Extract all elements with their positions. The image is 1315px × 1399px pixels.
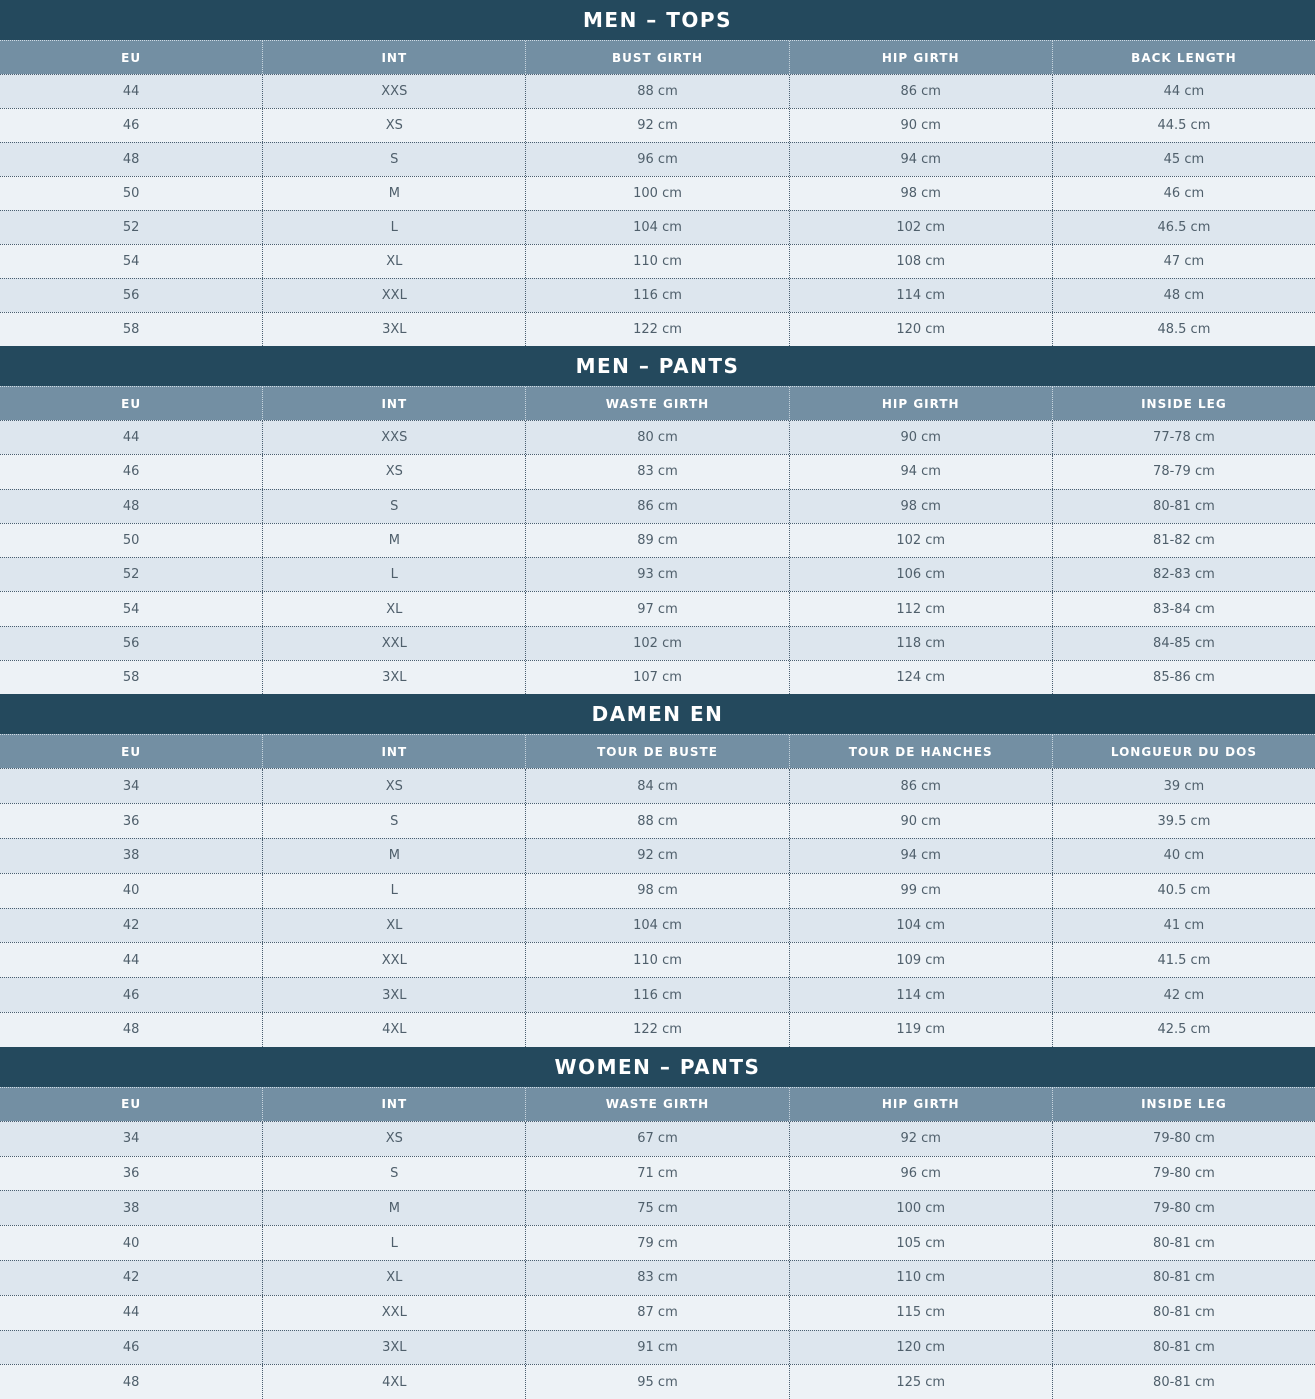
table-row: [0, 1190, 1315, 1225]
table-cell: 46: [0, 978, 263, 1012]
table-row: [0, 489, 1315, 523]
table-cell: S: [263, 804, 526, 838]
table-cell: 39.5 cm: [1157, 813, 1211, 829]
table-cell: XXL: [263, 627, 526, 660]
table-cell: 92 cm: [526, 109, 789, 142]
table-cell: 83 cm: [526, 1261, 789, 1295]
table-cell: 90 cm: [790, 109, 1053, 142]
column-header-eu: EU: [0, 387, 263, 420]
table-cell: 84 cm: [526, 769, 789, 803]
table-cell: 106 cm: [790, 558, 1053, 591]
table-cell: 78-79 cm: [1153, 464, 1215, 480]
table-cell: S: [263, 1157, 526, 1191]
table-cell: 38: [0, 839, 263, 873]
table-cell: 86 cm: [526, 490, 789, 523]
table-cell: 58: [0, 313, 263, 346]
table-cell: 88 cm: [526, 804, 789, 838]
table-cell: 118 cm: [790, 627, 1053, 660]
size-table-men-tops: [0, 0, 1315, 346]
column-header-3: TOUR DE BUSTE: [526, 735, 789, 768]
table-row: [0, 1225, 1315, 1260]
table-row: [0, 142, 1315, 176]
column-header-int: INT: [263, 1088, 526, 1121]
table-cell: 98 cm: [790, 177, 1053, 210]
table-cell: 44: [0, 421, 263, 454]
table-cell: 42: [0, 1261, 263, 1295]
table-cell: 89 cm: [526, 524, 789, 557]
table-row: [0, 557, 1315, 591]
table-cell: 44: [0, 1296, 263, 1330]
table-cell: 122 cm: [526, 313, 789, 346]
table-cell: 45 cm: [1163, 152, 1205, 167]
column-header-4: TOUR DE HANCHES: [790, 735, 1053, 768]
column-header-4: HIP GIRTH: [790, 1088, 1053, 1121]
table-cell: 34: [0, 1122, 263, 1156]
column-header-5: INSIDE LEG: [1141, 1097, 1227, 1112]
table-cell: 48: [0, 143, 263, 176]
table-cell: 42: [0, 909, 263, 943]
table-cell: M: [263, 177, 526, 210]
table-header: [0, 386, 1315, 420]
table-cell: 46 cm: [1163, 186, 1205, 201]
table-cell: 108 cm: [790, 245, 1053, 278]
table-cell: 116 cm: [526, 279, 789, 312]
table-cell: 44: [0, 75, 263, 108]
table-cell: 102 cm: [790, 211, 1053, 244]
table-cell: 48 cm: [1163, 288, 1205, 303]
table-cell: 79-80 cm: [1153, 1165, 1215, 1181]
section-title: WOMEN – PANTS: [0, 1047, 1315, 1087]
table-cell: 86 cm: [790, 769, 1053, 803]
table-cell: 80-81 cm: [1153, 1305, 1215, 1321]
table-cell: 50: [0, 177, 263, 210]
table-row: [0, 803, 1315, 838]
table-cell: 107 cm: [526, 661, 789, 694]
table-row: [0, 108, 1315, 142]
table-cell: 56: [0, 279, 263, 312]
column-header-5: INSIDE LEG: [1141, 396, 1227, 411]
table-cell: 80-81 cm: [1153, 1235, 1215, 1251]
table-cell: XXL: [263, 279, 526, 312]
table-cell: 110 cm: [526, 245, 789, 278]
table-cell: 96 cm: [790, 1157, 1053, 1191]
table-cell: 83-84 cm: [1153, 601, 1215, 617]
table-cell: 40: [0, 874, 263, 908]
table-cell: 115 cm: [790, 1296, 1053, 1330]
table-cell: XS: [263, 769, 526, 803]
table-cell: 71 cm: [526, 1157, 789, 1191]
table-row: [0, 1121, 1315, 1156]
table-cell: 48.5 cm: [1157, 322, 1211, 337]
table-cell: L: [263, 874, 526, 908]
table-cell: 46: [0, 109, 263, 142]
table-cell: 79-80 cm: [1153, 1131, 1215, 1147]
table-cell: 52: [0, 211, 263, 244]
table-row: [0, 660, 1315, 694]
table-cell: XL: [263, 245, 526, 278]
table-cell: 104 cm: [526, 211, 789, 244]
table-cell: 114 cm: [790, 978, 1053, 1012]
table-row: [0, 626, 1315, 660]
table-cell: 125 cm: [790, 1365, 1053, 1399]
table-cell: 4XL: [263, 1365, 526, 1399]
table-row: [0, 244, 1315, 278]
table-cell: 98 cm: [526, 874, 789, 908]
table-cell: 3XL: [263, 661, 526, 694]
table-cell: L: [263, 211, 526, 244]
table-row: [0, 1260, 1315, 1295]
column-header-int: INT: [263, 387, 526, 420]
table-row: [0, 1330, 1315, 1365]
table-cell: 80-81 cm: [1153, 498, 1215, 514]
table-cell: XL: [263, 1261, 526, 1295]
table-cell: 44: [0, 943, 263, 977]
table-cell: 79 cm: [526, 1226, 789, 1260]
table-cell: 47 cm: [1163, 254, 1205, 269]
table-cell: 42.5 cm: [1157, 1022, 1211, 1038]
table-cell: 120 cm: [790, 1331, 1053, 1365]
table-cell: 40 cm: [1163, 848, 1205, 864]
table-cell: 91 cm: [526, 1331, 789, 1365]
section-title: MEN – TOPS: [0, 0, 1315, 40]
table-cell: 110 cm: [790, 1261, 1053, 1295]
table-cell: 119 cm: [790, 1013, 1053, 1047]
table-cell: 94 cm: [790, 143, 1053, 176]
table-row: [0, 1012, 1315, 1047]
table-cell: 3XL: [263, 313, 526, 346]
table-row: [0, 420, 1315, 454]
table-cell: 46.5 cm: [1157, 220, 1211, 235]
table-cell: 88 cm: [526, 75, 789, 108]
table-cell: 40.5 cm: [1157, 883, 1211, 899]
table-cell: 56: [0, 627, 263, 660]
table-cell: 38: [0, 1191, 263, 1225]
table-cell: M: [263, 524, 526, 557]
table-cell: 48: [0, 1013, 263, 1047]
table-cell: 54: [0, 245, 263, 278]
table-cell: 102 cm: [790, 524, 1053, 557]
table-cell: 4XL: [263, 1013, 526, 1047]
table-cell: 80-81 cm: [1153, 1374, 1215, 1390]
table-cell: 39 cm: [1163, 778, 1205, 794]
table-cell: 34: [0, 769, 263, 803]
table-cell: 100 cm: [790, 1191, 1053, 1225]
table-cell: 114 cm: [790, 279, 1053, 312]
table-cell: 83 cm: [526, 455, 789, 488]
size-table-damen-en: [0, 694, 1315, 1046]
size-table-women-pants: [0, 1047, 1315, 1399]
table-cell: 36: [0, 1157, 263, 1191]
column-header-4: HIP GIRTH: [790, 387, 1053, 420]
table-row: [0, 768, 1315, 803]
table-header: [0, 40, 1315, 74]
table-cell: XS: [263, 109, 526, 142]
table-row: [0, 838, 1315, 873]
table-cell: 97 cm: [526, 592, 789, 625]
table-cell: 90 cm: [790, 804, 1053, 838]
section-title: DAMEN EN: [0, 694, 1315, 734]
table-cell: XL: [263, 909, 526, 943]
column-header-5: BACK LENGTH: [1131, 50, 1237, 65]
table-cell: 94 cm: [790, 455, 1053, 488]
table-cell: 36: [0, 804, 263, 838]
table-cell: 80 cm: [526, 421, 789, 454]
table-row: [0, 908, 1315, 943]
table-cell: 40: [0, 1226, 263, 1260]
table-cell: 86 cm: [790, 75, 1053, 108]
table-cell: 48: [0, 490, 263, 523]
table-cell: 112 cm: [790, 592, 1053, 625]
table-cell: 3XL: [263, 978, 526, 1012]
table-cell: S: [263, 490, 526, 523]
table-cell: 77-78 cm: [1153, 430, 1215, 446]
table-cell: 50: [0, 524, 263, 557]
table-row: [0, 591, 1315, 625]
table-row: [0, 1156, 1315, 1191]
table-cell: 120 cm: [790, 313, 1053, 346]
size-table-men-pants: [0, 346, 1315, 694]
column-header-eu: EU: [0, 735, 263, 768]
column-header-eu: EU: [0, 1088, 263, 1121]
table-header: [0, 734, 1315, 768]
table-cell: 3XL: [263, 1331, 526, 1365]
table-cell: 42 cm: [1163, 987, 1205, 1003]
section-title: MEN – PANTS: [0, 346, 1315, 386]
table-cell: L: [263, 558, 526, 591]
table-cell: 92 cm: [790, 1122, 1053, 1156]
table-row: [0, 523, 1315, 557]
table-cell: 41 cm: [1163, 917, 1205, 933]
table-cell: 109 cm: [790, 943, 1053, 977]
table-cell: 92 cm: [526, 839, 789, 873]
table-row: [0, 942, 1315, 977]
table-cell: 46: [0, 1331, 263, 1365]
table-cell: 96 cm: [526, 143, 789, 176]
table-cell: 79-80 cm: [1153, 1200, 1215, 1216]
table-row: [0, 278, 1315, 312]
table-cell: 81-82 cm: [1153, 533, 1215, 549]
table-cell: XS: [263, 455, 526, 488]
table-row: [0, 1364, 1315, 1399]
table-cell: 95 cm: [526, 1365, 789, 1399]
table-cell: 87 cm: [526, 1296, 789, 1330]
table-cell: 44.5 cm: [1157, 118, 1211, 133]
table-row: [0, 1295, 1315, 1330]
table-row: [0, 210, 1315, 244]
table-cell: M: [263, 839, 526, 873]
table-cell: 54: [0, 592, 263, 625]
column-header-5: LONGUEUR DU DOS: [1110, 744, 1257, 759]
table-cell: 80-81 cm: [1153, 1339, 1215, 1355]
table-cell: 44 cm: [1163, 84, 1205, 99]
table-cell: 105 cm: [790, 1226, 1053, 1260]
table-cell: 100 cm: [526, 177, 789, 210]
column-header-3: BUST GIRTH: [526, 41, 789, 74]
table-cell: XS: [263, 1122, 526, 1156]
table-header: [0, 1087, 1315, 1121]
table-cell: 58: [0, 661, 263, 694]
table-cell: 94 cm: [790, 839, 1053, 873]
table-cell: M: [263, 1191, 526, 1225]
table-cell: L: [263, 1226, 526, 1260]
table-row: [0, 74, 1315, 108]
column-header-eu: EU: [0, 41, 263, 74]
table-cell: 82-83 cm: [1153, 567, 1215, 583]
table-row: [0, 454, 1315, 488]
table-cell: 67 cm: [526, 1122, 789, 1156]
table-cell: XXS: [263, 421, 526, 454]
table-row: [0, 873, 1315, 908]
table-cell: 122 cm: [526, 1013, 789, 1047]
table-cell: 99 cm: [790, 874, 1053, 908]
table-row: [0, 977, 1315, 1012]
column-header-int: INT: [263, 41, 526, 74]
table-row: [0, 176, 1315, 210]
table-cell: 104 cm: [790, 909, 1053, 943]
table-cell: 84-85 cm: [1153, 635, 1215, 651]
table-cell: 98 cm: [790, 490, 1053, 523]
table-cell: XXL: [263, 1296, 526, 1330]
table-cell: 93 cm: [526, 558, 789, 591]
table-cell: XXS: [263, 75, 526, 108]
table-row: [0, 312, 1315, 346]
table-cell: 46: [0, 455, 263, 488]
table-cell: 85-86 cm: [1153, 670, 1215, 686]
table-cell: 116 cm: [526, 978, 789, 1012]
column-header-3: WASTE GIRTH: [526, 387, 789, 420]
table-cell: 48: [0, 1365, 263, 1399]
table-cell: 102 cm: [526, 627, 789, 660]
table-cell: XXL: [263, 943, 526, 977]
table-cell: XL: [263, 592, 526, 625]
column-header-int: INT: [263, 735, 526, 768]
table-cell: 41.5 cm: [1157, 952, 1211, 968]
table-cell: 80-81 cm: [1153, 1270, 1215, 1286]
table-cell: 124 cm: [790, 661, 1053, 694]
column-header-3: WASTE GIRTH: [526, 1088, 789, 1121]
table-cell: S: [263, 143, 526, 176]
table-cell: 75 cm: [526, 1191, 789, 1225]
column-header-4: HIP GIRTH: [790, 41, 1053, 74]
table-cell: 104 cm: [526, 909, 789, 943]
table-cell: 110 cm: [526, 943, 789, 977]
table-cell: 52: [0, 558, 263, 591]
table-cell: 90 cm: [790, 421, 1053, 454]
